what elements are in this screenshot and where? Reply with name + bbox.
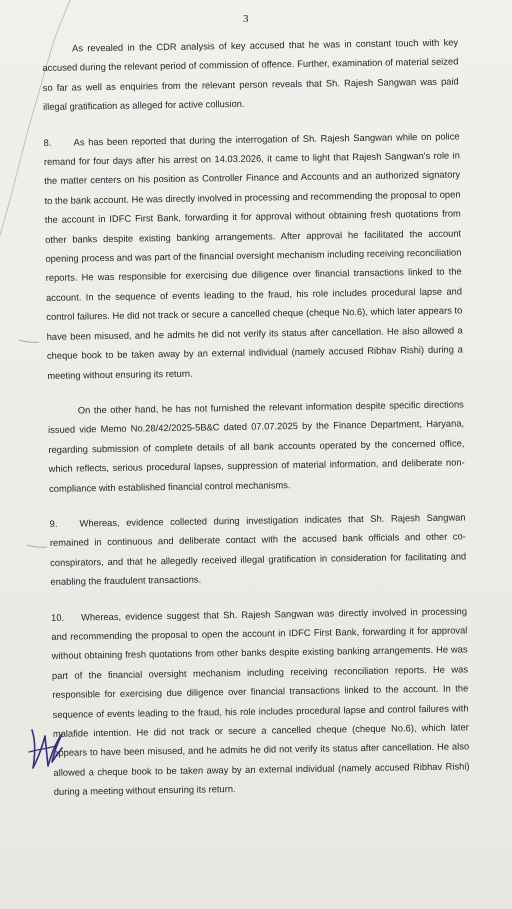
- paragraph-number: 8.: [43, 137, 52, 148]
- handwritten-initials: [26, 722, 66, 774]
- margin-mark: [26, 543, 48, 551]
- document-body: [42, 33, 470, 818]
- paragraph-number: 10.: [50, 612, 65, 623]
- paragraph-number: 9.: [49, 518, 58, 529]
- paragraph-text: On the other hand, he has not furnished the relevant information despite specific directions issued vide Memo No.28/42/2025-5B&C dated 07.07.2025 by the Finance Department, Haryana, regarding submission of complete details of all bank accounts operated by the concerned office, which reflects, serious procedural lapses, suppression of material information, and deliberate non-compliance with established financial control mechanisms.: [48, 399, 465, 494]
- paragraph-text: As revealed in the CDR analysis of key accused that he was in constant touch with key accused during the relevant period of commission of offence. Further, examination of material seized so far as well as enquiries from the relevant person reveals that Sh. Rajesh Sangwan was paid illegal gratification as alleged for active collusion.: [42, 37, 459, 113]
- paragraph-text: Whereas, evidence suggest that Sh. Rajesh Sangwan was directly involved in processing and recommending the proposal to open the account in IDFC First Bank, forwarding it for approval without obtaining fresh quotations from other banks despite existing banking arrangements. He was part of the financial oversight mechanism including receiving reconciliation reports. He was responsible for exercising due diligence over financial transactions linked to the account. In the sequence of events leading to the fraud, his role includes procedural lapse and control failures with malafide intention. He did not track or secure a cancelled cheque (cheque No.6), which later appears to have been misused, and he admits he did not verify its status after cancellation. He also allowed a cheque book to be taken away by an external individual (namely accused Ribhav Rishi) during a meeting without ensuring its return.: [51, 605, 470, 798]
- paragraph-text: As has been reported that during the interrogation of Sh. Rajesh Sangwan while on police remand for four days after his arrest on 14.03.2026, it came to light that Rajesh Sangwan's role in the matter centers on his position as Controller Finance and Accounts and an authorized signatory to the bank account. He was directly involved in processing and recommending the proposal to open the account in IDFC First Bank, forwarding it for approval without obtaining fresh quotations from other banks despite existing banking arrangements. After approval he facilitated the account opening process and was part of the financial oversight mechanism including receiving reconciliation reports. He was responsible for exercising due diligence over financial transactions linked to the account. In the sequence of events leading to the fraud, his role includes procedural lapse and control failures. He did not track or secure a cancelled cheque (cheque No.6), which later appears to have been misused, and he admits he did not verify its status after cancellation. He also allowed a cheque book to be taken away by an external individual (namely accused Ribhav Rishi) during a meeting without ensuring its return.: [43, 131, 463, 381]
- paragraph-8: [43, 127, 463, 386]
- paragraph-9: [49, 508, 466, 592]
- margin-mark: [18, 338, 40, 346]
- paragraph-10: [51, 602, 470, 803]
- paragraph-cdr-analysis: [42, 33, 459, 117]
- page-number: 3: [243, 13, 249, 25]
- paragraph-text: Whereas, evidence collected during investigation indicates that Sh. Rajesh Sangwan remained in continuous and deliberate contact with the accused bank officials and other co-conspirators, and that he allegedly received illegal gratification in consideration for facilitating and enabling the fraudulent transactions.: [49, 512, 467, 588]
- paragraph-finance-memo: [48, 395, 465, 499]
